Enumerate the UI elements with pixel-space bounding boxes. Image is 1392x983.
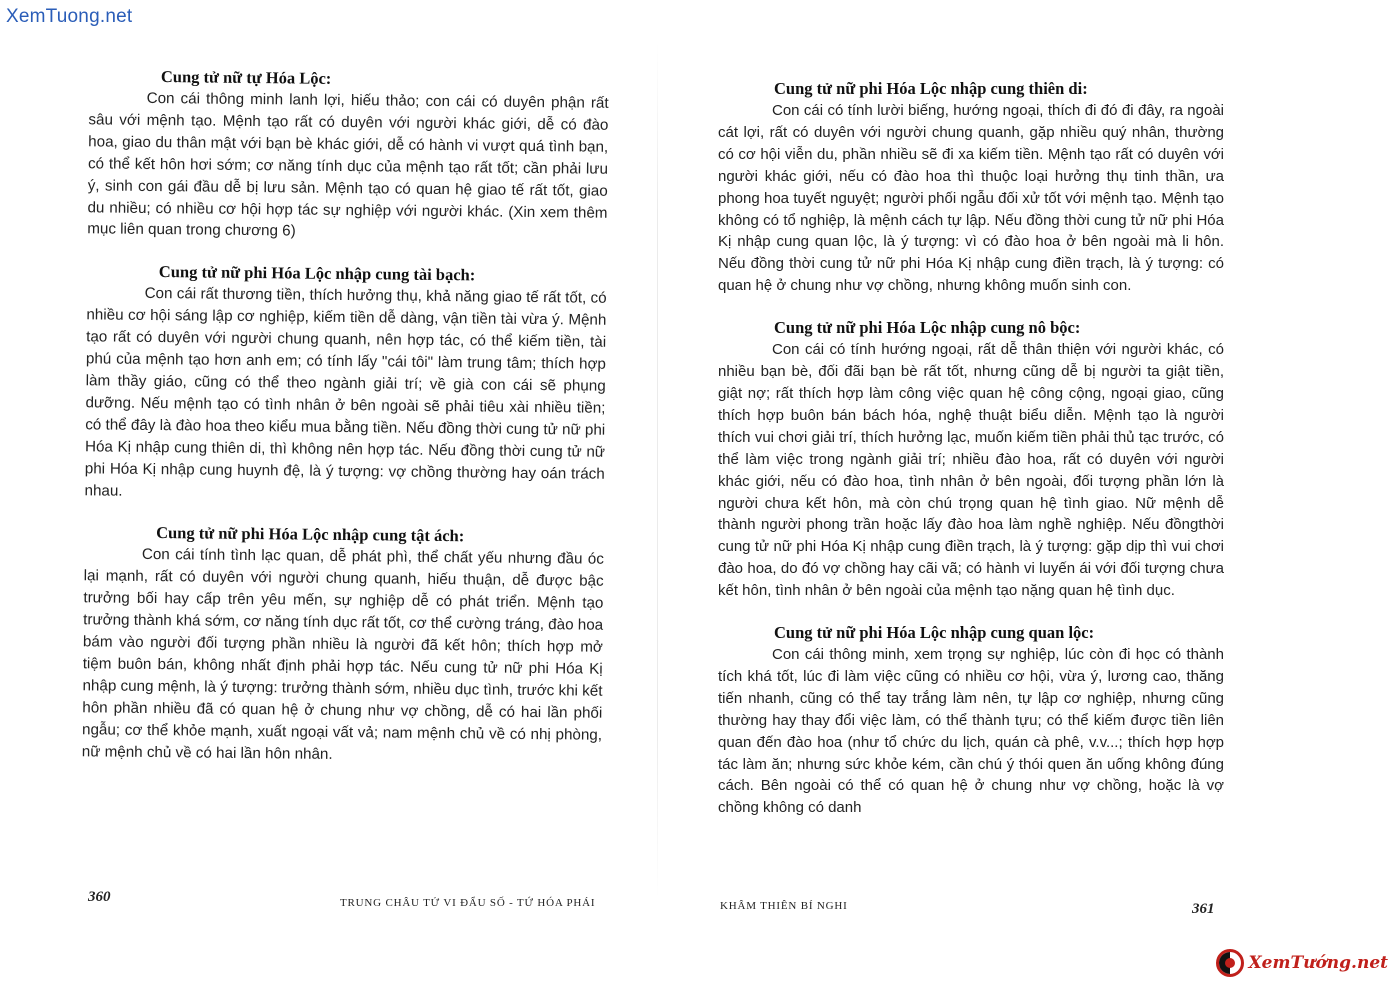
section-text: Con cái thông minh lanh lợi, hiếu thảo; con cái có duyên phận rất sâu với mệnh tạo. Mệnh tạo rất có duyên với người khác giới, dễ có đào hoa, giao du thân mật với bạn bè khác giới, dễ có hành vi vượt quá tình bạn, có thể kết hôn hơi sớm; cơ năng tính dục của mệnh tạo rất tốt; cần phải lưu ý, sinh con gái đầu dễ bị lưu sản. Mệnh tạo có quan hệ giao tế rất tốt, giao du nhiều; có nhiều cơ hội hợp tác sự nghiệp với người khác. (Xin xem thêm mục liên quan trong chương 6) <box>87 89 609 240</box>
right-running-head: KHÂM THIÊN BÍ NGHI <box>720 900 848 912</box>
section <box>82 522 604 768</box>
yin-yang-icon <box>1216 949 1244 977</box>
section-heading: Cung tử nữ phi Hóa Lộc nhập cung quan lộc: <box>774 623 1095 643</box>
site-watermark: XemTuong.net <box>6 6 133 27</box>
section <box>718 78 1224 297</box>
section <box>718 622 1224 819</box>
section <box>84 261 606 507</box>
section-text: Con cái có tính lười biếng, hướng ngoại, thích đi đó đi đây, ra ngoài cát lợi, rất có duyên với người chung quanh, gặp nhiều quý nhân, thường có cơ hội viễn du, phần nhiều sẽ đi xa kiếm tiền. Mệnh tạo rất có duyên với người khác giới, nếu có đào hoa thì thuộc loại hưởng thụ tinh thần, ưa phong hoa tuyết nguyệt; người phối ngẫu đối xử tốt với mệnh tạo. Mệnh tạo không có tổ nghiệp, là mệnh cách tự lập. Nếu đồng thời cung tử nữ phi Hóa Kị nhập cung quan lộc, là ý tượng: vì có đào hoa ở bên ngoài mà li hôn. Nếu đồng thời cung tử nữ phi Hóa Kị nhập cung điền trạch, là ý tượng: có quan hệ ở chung như vợ chồng, nhưng không muốn sinh con. <box>718 102 1224 295</box>
section-text: Con cái thông minh, xem trọng sự nghiệp, lúc còn đi học có thành tích khá tốt, lúc đi làm việc cũng có nhiều cơ hội, vừa ý, lương cao, thăng tiến nhanh, cũng có thể tay trắng làm nên, tự lập cơ nghiệp, nhưng cũng thường hay thay đổi việc làm, có thể thành tựu; có thể kiếm được tiền liên quan đến đào hoa (như tổ chức du lịch, quán cà phê, v.v...; thích hợp hợp tác làm ăn; nhưng sức khỏe kém, cần chú ý thói quen ăn uống không đúng cách. Bên ngoài có thể có quan hệ ở chung như vợ chồng, hoặc là vợ chồng không có danh <box>718 646 1224 817</box>
logo-text: XemTướng.net <box>1248 953 1388 973</box>
section-heading: Cung tử nữ phi Hóa Lộc nhập cung tài bạch: <box>158 262 476 285</box>
left-page-number: 360 <box>88 889 111 905</box>
site-logo <box>1216 949 1388 977</box>
section-heading: Cung tử nữ phi Hóa Lộc nhập cung tật ách: <box>156 523 465 546</box>
right-page-number: 361 <box>1192 901 1215 917</box>
section-text: Con cái có tính hướng ngoại, rất dễ thân thiện với người khác, có nhiều bạn bè, đối đãi bạn bè rất tốt, nhưng cũng dễ bị người ta giật tiền, giật nợ; rất thích hợp làm công việc quan hệ công cộng, ngoại giao, cũng thích hợp buôn bán bách hóa, nghệ thuật biểu diễn. Mệnh tạo là người thích vui chơi giải trí, thích hưởng lạc, muốn kiếm tiền phải thủ tạc trước, có thể làm việc trong ngành giải trí; nhiều đào hoa, rất có duyên với người khác giới, nếu có đào hoa, tình nhân ở bên ngoài, đối tượng phần lớn là người chưa kết hôn, mà còn chú trọng quan hệ tình giao. Nữ mệnh dễ thành người phong trần hoặc lấy đào hoa làm nghề nghiệp. Nếu đồngthời cung tử nữ phi Hóa Kị nhập cung điền trạch, là ý tượng: gặp dịp thì vui chơi đào hoa, do đó vợ chồng hay cãi vã; có hành vi luyến ái với đối tượng chưa kết hôn, tình nhân ở bên ngoài của mệnh tạo nặng quan hệ tình dục. <box>718 341 1224 600</box>
section-text: Con cái tính tình lạc quan, dễ phát phì, thể chất yếu nhưng đầu óc lại mạnh, rất có duyên với người chung quanh, hiếu thuận, dễ được bậc trưởng bối hay cấp trên yêu mến, sự nghiệp dễ có phát triển. Mệnh tạo trưởng thành khá sớm, cơ năng tính dục rất tốt, cơ thể cường tráng, đào hoa bám vào người đối tượng phần nhiều là người đã kết hôn; thích hợp mở tiệm buôn bán, không nhất định phải hợp tác. Nếu cung tử nữ phi Hóa Kị nhập cung mệnh, là ý tượng: trưởng thành sớm, nhiều dục tình, trước khi kết hôn phần nhiều đã có quan hệ ở chung như vợ chồng, dễ có hai lần phối ngẫu; cơ thể khỏe mạnh, xuất ngoại vất vả; nam mệnh chủ về có nhị phòng, nữ mệnh chủ về có hai lần hôn nhân. <box>81 546 604 763</box>
page-gutter <box>657 40 658 900</box>
section <box>718 317 1224 602</box>
left-running-head: TRUNG CHÂU TỬ VI ĐẨU SỐ - TỨ HÓA PHÁI <box>340 897 596 909</box>
left-page <box>82 65 609 788</box>
section-text: Con cái rất thương tiền, thích hưởng thụ, khả năng giao tế rất tốt, có nhiều cơ hội sáng lập cơ nghiệp, kiếm tiền dễ dàng, vận tiền tài vừa ý. Mệnh tạo rất có duyên với người chung quanh, nên hợp tác, có thể kiếm tiền, tài phú của mệnh tạo hơn anh em; có tính lấy "cái tôi" làm trung tâm; thích hợp làm thầy giáo, cũng có thể theo ngành giải trí; về già con cái sẽ phụng dưỡng. Nếu mệnh tạo có tình nhân ở bên ngoài sẽ phải tiêu xài nhiều tiền; có thể đây là đào hoa theo kiểu mua bằng tiền. Nếu đồng thời cung tử nữ phi Hóa Kị nhập cung thiên di, thì không nên hợp tác. Nếu đồng thời cung tử nữ phi Hóa Kị nhập cung huynh đệ, là ý tượng: vợ chồng thường hay oán trách nhau. <box>84 285 607 500</box>
right-page <box>718 78 1224 839</box>
section-heading: Cung tử nữ tự Hóa Lộc: <box>160 67 332 88</box>
section <box>87 65 609 246</box>
section-heading: Cung tử nữ phi Hóa Lộc nhập cung nô bộc: <box>774 318 1081 338</box>
section-heading: Cung tử nữ phi Hóa Lộc nhập cung thiên di: <box>774 79 1088 98</box>
